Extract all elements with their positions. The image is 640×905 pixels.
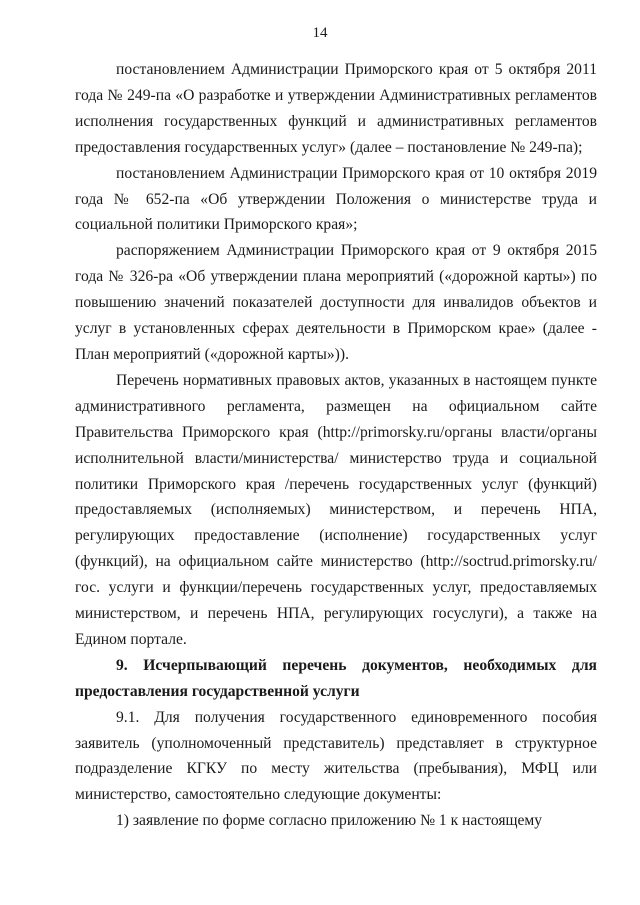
section-heading-documents: 9. Исчерпывающий перечень документов, необходимых для предоставления государственной услуги <box>75 656 597 700</box>
paragraph-order-326: распоряжением Администрации Приморского края от 9 октября 2015 года № 326-ра «Об утверждении плана мероприятий («дорожной карты») по повышению значений показателей доступности для инвалидов объектов и услуг в установленных сферах деятельности в Приморском крае» (далее - План мероприятий («дорожной карты»)). <box>75 242 597 363</box>
paragraph-legal-acts-list: Перечень нормативных правовых актов, указанных в настоящем пункте административного регламента, размещен на официальном сайте Правительства Приморского края (http://primorsky.ru/органы власти/органы исполнительной власти/министерства/ министерство труда и социальной политики Приморского края /перечень государственных услуг (функций) предоставляемых (исполняемых) министерством, и перечень НПА, регулирующих предоставление (исполнение) государственных услуг (функций), на официальном сайте министерство (http://soctrud.primorsky.ru/гос. услуги и функции/перечень государственных услуг, предоставляемых министерством, и перечень НПА, регулирующих госуслуги), а также на Едином портале. <box>75 371 597 648</box>
paragraph-resolution-652: постановлением Администрации Приморского края от 10 октября 2019 года № 652-па «Об утверждении Положения о министерстве труда и социальной политики Приморского края»; <box>75 164 597 234</box>
page-number: 14 <box>312 25 328 41</box>
document-body <box>75 57 597 834</box>
paragraph-9-1: 9.1. Для получения государственного единовременного пособия заявитель (уполномоченный представитель) представляет в структурное подразделение КГКУ по месту жительства (пребывания), МФЦ или министерство, самостоятельно следующие документы: <box>75 708 597 804</box>
paragraph-resolution-249: постановлением Администрации Приморского края от 5 октября 2011 года № 249-па «О разработке и утверждении Административных регламентов исполнения государственных функций и административных регламентов предоставления государственных услуг» (далее – постановление № 249-па); <box>75 61 597 156</box>
list-item-application-form: 1) заявление по форме согласно приложению № 1 к настоящему <box>116 812 543 830</box>
